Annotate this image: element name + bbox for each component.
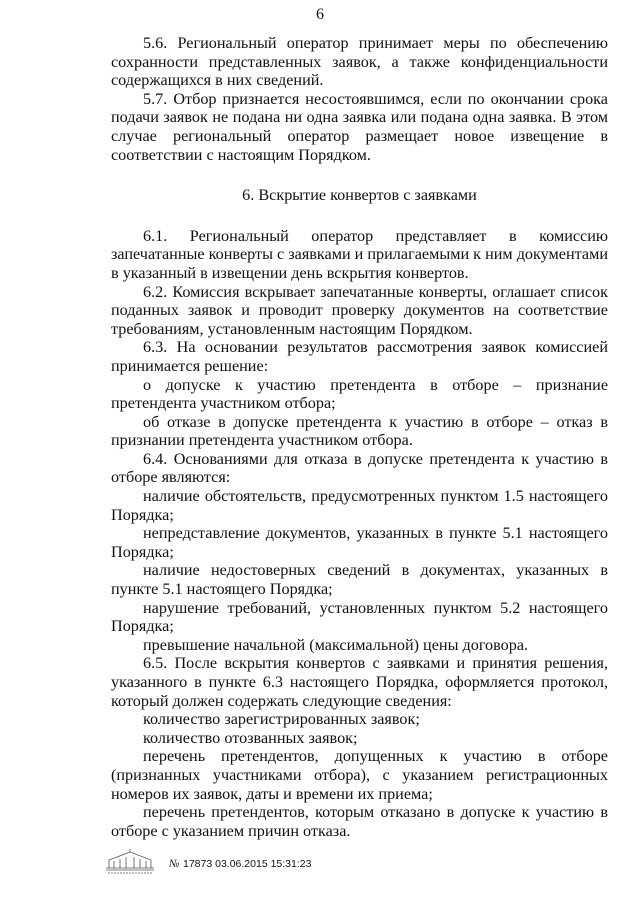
- paragraph-6-4-item-documents: непредставление документов, указанных в пункте 5.1 настоящего Порядка;: [111, 524, 608, 561]
- paragraph-6-5-item-registered: количество зарегистрированных заявок;: [143, 710, 420, 729]
- paragraph-6-4: 6.4. Основаниями для отказа в допуске претендента к участию в отборе являются:: [111, 449, 608, 487]
- paragraph-6-3-item-refuse: об отказе в допуске претендента к участию в отборе – отказ в признании претендента участником отбора.: [111, 412, 608, 450]
- paragraph-6-4-item-price: превышение начальной (максимальной) цены договора.: [143, 635, 529, 654]
- paragraph-6-5-item-admitted-list: перечень претендентов, допущенных к участию в отборе (признанных участниками отбора), с указанием регистрационных номеров их заявок, даты и времени их приема;: [111, 747, 608, 803]
- paragraph-6-4-item-false-info: наличие недостоверных сведений в документах, указанных в пункте 5.1 настоящего Порядка;: [111, 561, 608, 599]
- paragraph-6-5: 6.5. После вскрытия конвертов с заявками и принятия решения, указанного в пункте 6.3 настоящего Порядка, оформляется протокол, который должен содержать следующие сведения:: [111, 654, 608, 710]
- paragraph-6-3: 6.3. На основании результатов рассмотрения заявок комиссией принимается решение:: [111, 338, 608, 375]
- paragraph-6-5-item-refused-list: перечень претендентов, которым отказано в допуске к участию в отборе с указанием причин отказа.: [111, 803, 608, 840]
- paragraph-6-2: 6.2. Комиссия вскрывает запечатанные конверты, оглашает список поданных заявок и проводит проверку документов на соответствие требованиям, установленным настоящим Порядком.: [111, 282, 608, 338]
- paragraph-6-4-item-violation: нарушение требований, установленных пунктом 5.2 настоящего Порядка;: [111, 598, 608, 636]
- document-registration-id: 17873 03.06.2015 15:31:23: [183, 858, 312, 870]
- document-footer: [103, 848, 312, 878]
- document-body: [111, 34, 608, 840]
- paragraph-6-4-item-circumstances: наличие обстоятельств, предусмотренных пунктом 1.5 настоящего Порядка;: [111, 487, 608, 524]
- paragraph-5-7: 5.7. Отбор признается несостоявшимся, если по окончании срока подачи заявок не подана ни одна заявка или подана одна заявка. В этом случае региональный оператор размещает новое извещение в соответствии с настоящим Порядком.: [111, 89, 608, 164]
- section-heading: 6. Вскрытие конвертов с заявками: [242, 186, 477, 205]
- building-emblem-icon: [103, 848, 157, 876]
- paragraph-5-6: 5.6. Региональный оператор принимает меры по обеспечению сохранности представленных заявок, а также конфиденциальности содержащихся в них сведений.: [111, 34, 608, 90]
- paragraph-6-3-item-admit: о допуске к участию претендента в отборе – признание претендента участником отбора;: [111, 375, 608, 413]
- page-number: 6: [316, 6, 324, 23]
- registration-mark: №: [169, 858, 180, 870]
- paragraph-6-5-item-withdrawn: количество отозванных заявок;: [143, 728, 358, 747]
- paragraph-6-1: 6.1. Региональный оператор представляет в комиссию запечатанные конверты с заявками и прилагаемыми к ним документами в указанный в извещении день вскрытия конвертов.: [111, 226, 608, 282]
